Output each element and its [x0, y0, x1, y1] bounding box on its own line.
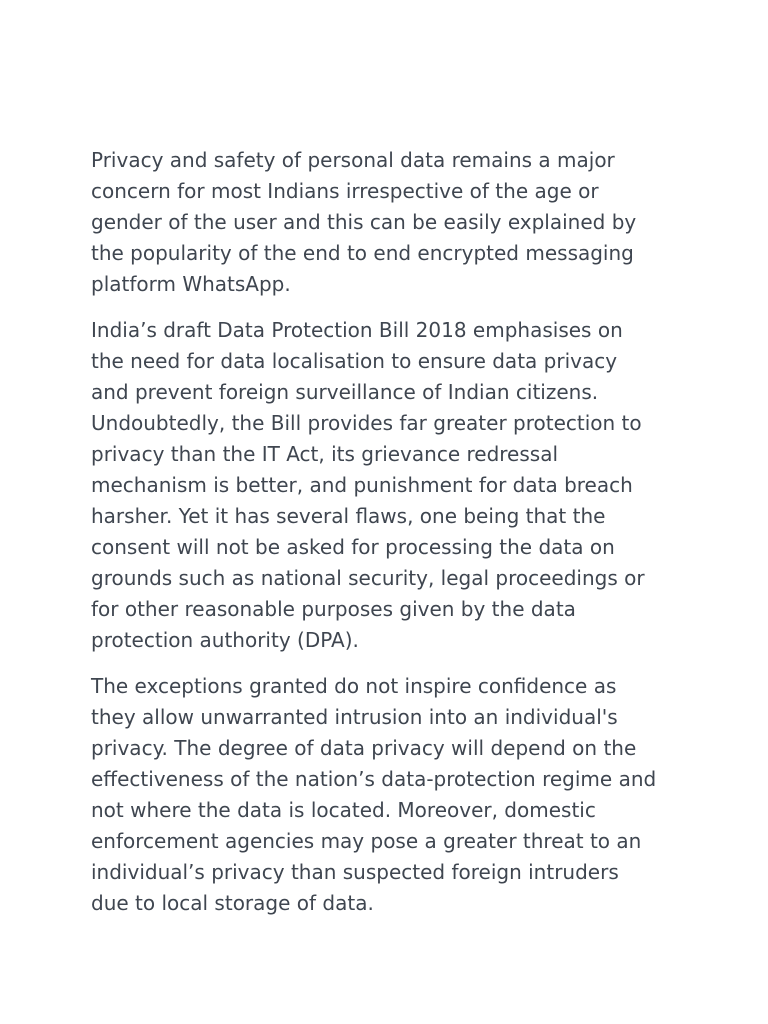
text-line: the popularity of the end to end encrypted messaging — [91, 241, 634, 265]
paragraph-2 — [91, 315, 691, 656]
text-line: India’s draft Data Protection Bill 2018 emphasises on — [91, 318, 623, 342]
text-line: platform WhatsApp. — [91, 272, 291, 296]
text-line: consent will not be asked for processing the data on — [91, 535, 615, 559]
text-line: the need for data localisation to ensure data privacy — [91, 349, 618, 373]
text-line: enforcement agencies may pose a greater threat to an — [91, 829, 642, 853]
text-line: privacy than the IT Act, its grievance redressal — [91, 442, 559, 466]
text-line: effectiveness of the nation’s data-protection regime and — [91, 767, 657, 791]
text-line: protection authority (DPA). — [91, 628, 359, 652]
text-line: individual’s privacy than suspected foreign intruders — [91, 860, 619, 884]
text-line: grounds such as national security, legal proceedings or — [91, 566, 645, 590]
text-line: not where the data is located. Moreover, domestic — [91, 798, 596, 822]
text-line: concern for most Indians irrespective of the age or — [91, 179, 599, 203]
text-line: harsher. Yet it has several flaws, one being that the — [91, 504, 606, 528]
text-line: mechanism is better, and punishment for data breach — [91, 473, 633, 497]
text-line: gender of the user and this can be easily explained by — [91, 210, 637, 234]
paragraph-3 — [91, 671, 691, 919]
text-line: and prevent foreign surveillance of Indian citizens. — [91, 380, 599, 404]
paragraph-1 — [91, 145, 691, 300]
text-line: they allow unwarranted intrusion into an individual's — [91, 705, 618, 729]
text-line: Undoubtedly, the Bill provides far greater protection to — [91, 411, 642, 435]
text-line: for other reasonable purposes given by the data — [91, 597, 576, 621]
text-line: Privacy and safety of personal data remains a major — [91, 148, 615, 172]
text-line: privacy. The degree of data privacy will depend on the — [91, 736, 637, 760]
text-line: The exceptions granted do not inspire confidence as — [91, 674, 617, 698]
document-body — [91, 145, 691, 934]
text-line: due to local storage of data. — [91, 891, 374, 915]
